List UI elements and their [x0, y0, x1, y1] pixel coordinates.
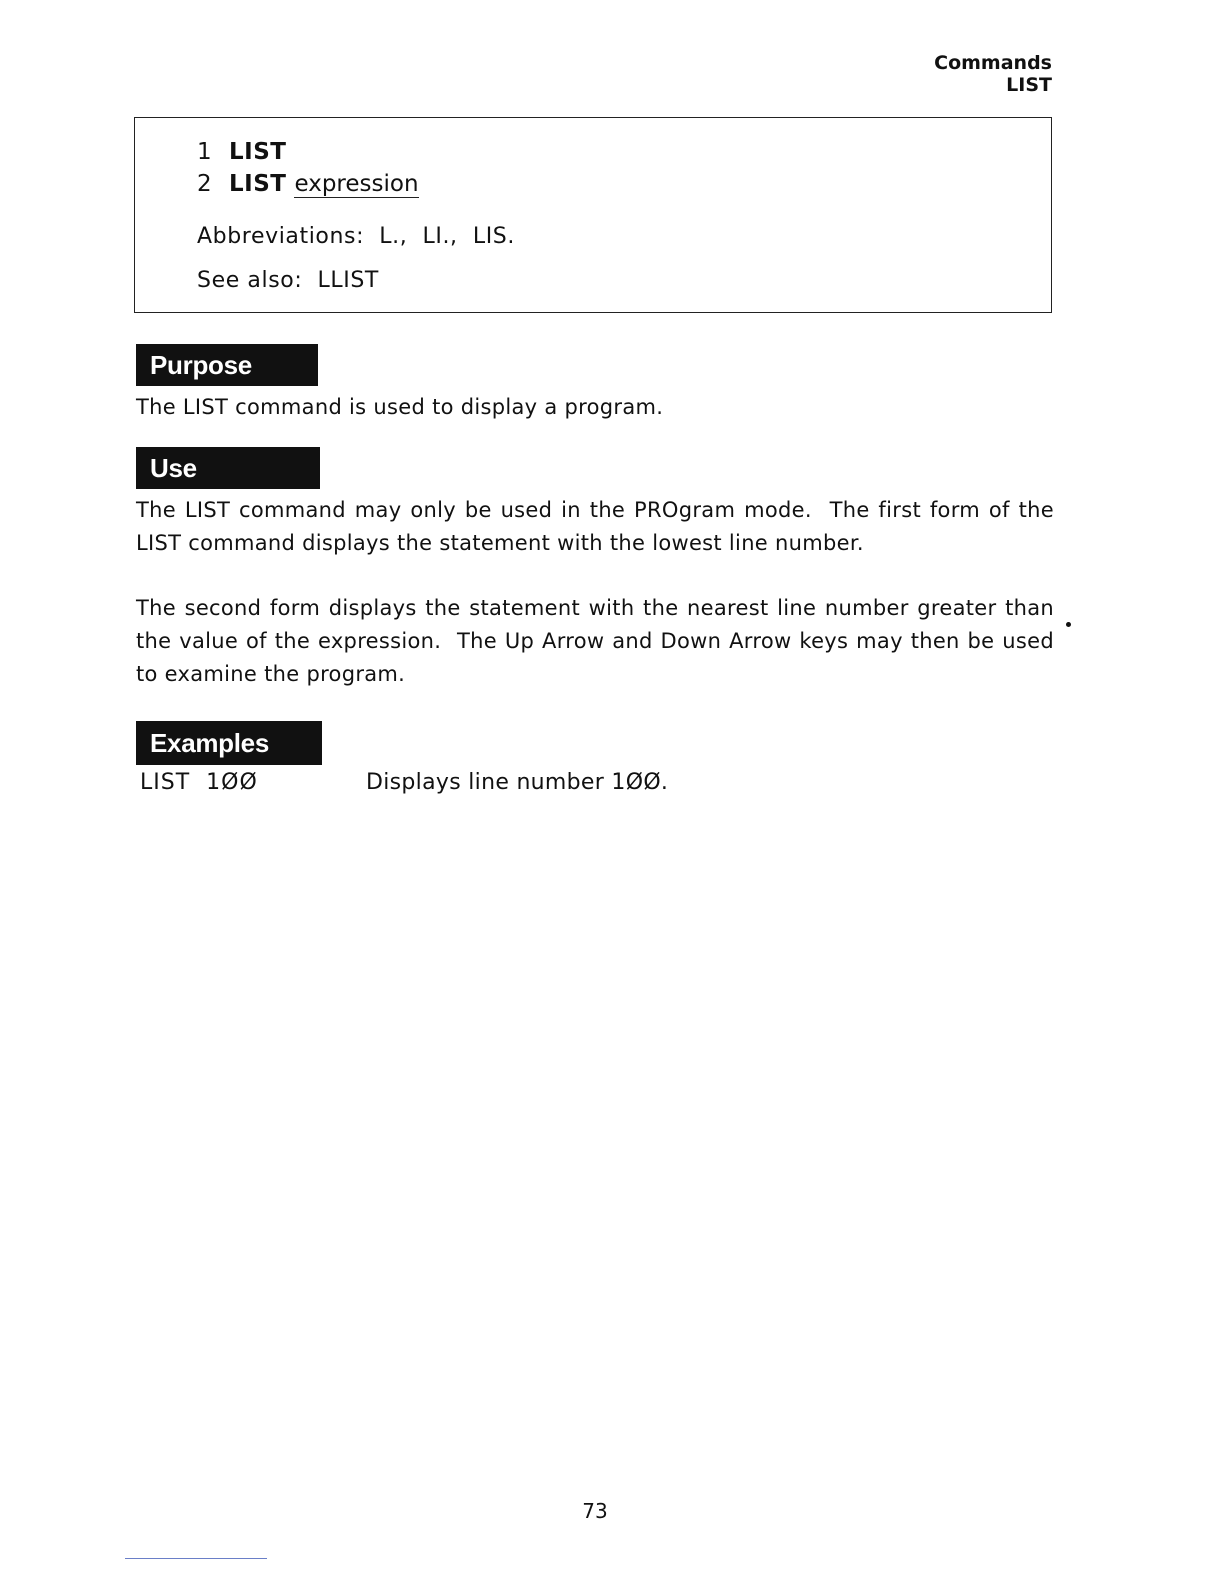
use-paragraph-1: The LIST command may only be used in the PROgram mode. The first form of the LIST command displays the statement with the lowest line number.: [136, 498, 1061, 555]
running-head-section: Commands: [934, 52, 1052, 74]
syntax-form-2: [197, 168, 419, 200]
syntax-form-keyword: LIST: [229, 139, 287, 165]
running-head: [934, 52, 1052, 96]
purpose-text: The LIST command is used to display a program.: [136, 395, 664, 419]
example-code: LIST 1ØØ: [140, 770, 258, 795]
abbreviations: Abbreviations: L., LI., LIS.: [197, 224, 515, 249]
stray-mark: [1066, 622, 1071, 627]
footer-rule: [125, 1558, 267, 1559]
see-also: See also: LLIST: [197, 268, 379, 293]
example-description: Displays line number 1ØØ.: [366, 770, 669, 795]
purpose-heading: Purpose: [136, 344, 318, 386]
syntax-form-number: 2: [197, 171, 212, 197]
example-row: [140, 770, 1040, 804]
use-heading: Use: [136, 447, 320, 489]
use-paragraph-2: The second form displays the statement with the nearest line number greater than the value of the expression. The Up Arrow and Down Arrow keys may then be used to examine the program.: [136, 596, 1061, 686]
syntax-form-parameter: expression: [294, 171, 419, 197]
page-number: 73: [582, 1499, 608, 1523]
syntax-form-number: 1: [197, 139, 212, 165]
running-head-command: LIST: [1006, 74, 1052, 96]
syntax-form-keyword: LIST: [229, 171, 287, 197]
syntax-box: [134, 117, 1052, 313]
examples-heading: Examples: [136, 721, 322, 765]
syntax-form-1: [197, 136, 419, 168]
syntax-forms: [197, 136, 419, 200]
